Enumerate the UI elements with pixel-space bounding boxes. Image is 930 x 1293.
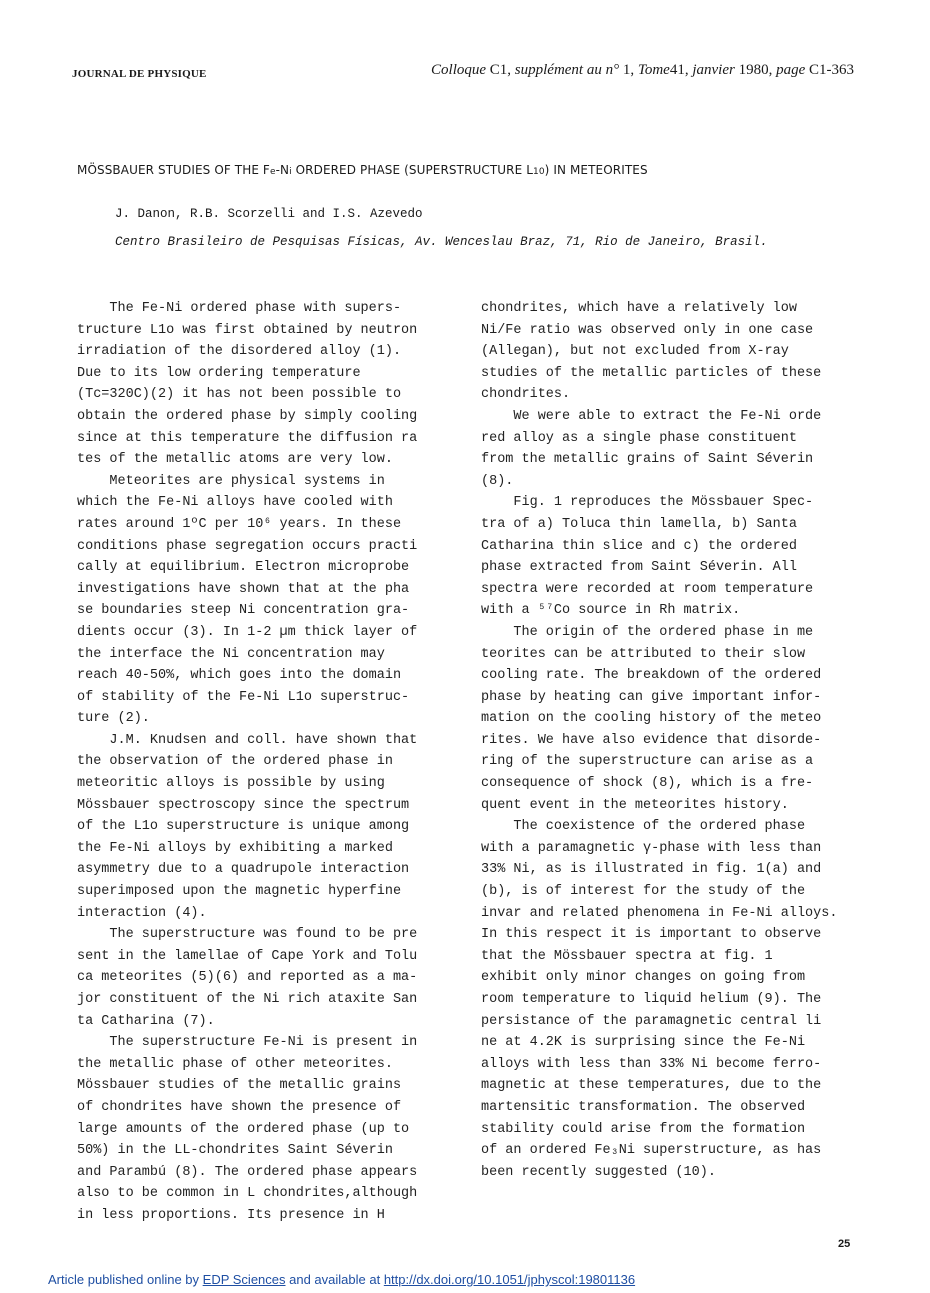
text-line: Catharina thin slice and c) the ordered <box>481 538 797 554</box>
text-line: (Tc=320C)(2) it has not been possible to <box>77 387 402 403</box>
text-line: cooling rate. The breakdown of the ordered <box>481 668 822 684</box>
text-line: investigations have shown that at the pha <box>77 581 410 597</box>
footer-notice <box>48 1272 635 1287</box>
text-line: of an ordered Fe₃Ni superstructure, as has <box>481 1143 822 1159</box>
footer-prefix: Article published online by <box>48 1272 203 1287</box>
text-line: The superstructure was found to be pre <box>77 927 418 943</box>
text-line: meteoritic alloys is possible by using <box>77 776 385 792</box>
text-line: (Allegan), but not excluded from X-ray <box>481 344 789 360</box>
text-line: The superstructure Fe-Ni is present in <box>77 1035 418 1051</box>
tome-number: 41, <box>669 62 689 78</box>
text-line: of stability of the Fe-Ni L1o superstruc- <box>77 689 410 705</box>
text-line: chondrites, which have a relatively low <box>481 301 797 316</box>
text-line: in less proportions. Its presence in H <box>77 1207 385 1223</box>
text-line: that the Mössbauer spectra at fig. 1 <box>481 948 773 964</box>
text-line: which the Fe-Ni alloys have cooled with <box>77 495 393 511</box>
text-line: persistance of the paramagnetic central li <box>481 1013 822 1029</box>
doi-link[interactable]: http://dx.doi.org/10.1051/jphyscol:19801136 <box>383 1272 636 1287</box>
text-line: We were able to extract the Fe-Ni orde <box>481 408 822 424</box>
text-line: irradiation of the disordered alloy (1). <box>77 344 402 360</box>
text-line: been recently suggested (10). <box>481 1164 716 1180</box>
text-line: superimposed upon the magnetic hyperfine <box>77 884 402 900</box>
text-line: ne at 4.2K is surprising since the Fe-Ni <box>481 1035 806 1051</box>
text-line: (8). <box>481 473 514 489</box>
title-part-1: MÖSSBAUER STUDIES OF THE F <box>77 163 270 177</box>
affiliation: Centro Brasileiro de Pesquisas Físicas, Av. Wenceslau Braz, 71, Rio de Janeiro, Brasil. <box>115 235 768 249</box>
text-line: stability could arise from the formation <box>481 1121 806 1137</box>
text-line: consequence of shock (8), which is a fre- <box>481 776 814 792</box>
text-line: 50%) in the LL-chondrites Saint Séverin <box>77 1143 393 1159</box>
title-part-4: ) IN METEORITES <box>544 163 648 177</box>
colloque-citation <box>431 62 854 79</box>
page-number: 25 <box>838 1238 851 1250</box>
footer-middle: and available at <box>285 1272 384 1287</box>
text-line: the Fe-Ni alloys by exhibiting a marked <box>77 840 393 856</box>
title-sub-e: e <box>269 167 276 177</box>
title-part-2: -N <box>275 163 290 177</box>
left-column <box>77 298 472 1227</box>
issue-month: janvier <box>692 62 735 78</box>
text-line: quent event in the meteorites history. <box>481 797 789 813</box>
text-line: spectra were recorded at room temperature <box>481 581 814 597</box>
text-line: Due to its low ordering temperature <box>77 365 361 381</box>
text-line: J.M. Knudsen and coll. have shown that <box>77 732 418 748</box>
text-line: of chondrites have shown the presence of <box>77 1099 402 1115</box>
text-line: the metallic phase of other meteorites. <box>77 1056 393 1072</box>
issue-year: 1980, <box>738 62 773 78</box>
text-line: The coexistence of the ordered phase <box>481 819 806 835</box>
text-line: chondrites. <box>481 387 571 403</box>
text-line: Fig. 1 reproduces the Mössbauer Spec- <box>481 495 814 511</box>
text-line: since at this temperature the diffusion ra <box>77 430 418 446</box>
text-line: ring of the superstructure can arise as a <box>481 754 814 770</box>
journal-name: JOURNAL DE PHYSIQUE <box>72 68 207 80</box>
text-line: the observation of the ordered phase in <box>77 754 393 770</box>
text-line: teorites can be attributed to their slow <box>481 646 806 662</box>
text-line: rites. We have also evidence that disorde- <box>481 732 822 748</box>
text-line: from the metallic grains of Saint Séverin <box>481 452 814 468</box>
text-line: obtain the ordered phase by simply cooling <box>77 408 418 424</box>
text-line: ca meteorites (5)(6) and reported as a ma- <box>77 970 418 986</box>
text-line: exhibit only minor changes on going from <box>481 970 806 986</box>
title-sub-10: 10 <box>533 167 545 177</box>
text-line: asymmetry due to a quadrupole interaction <box>77 862 410 878</box>
text-line: with a ⁵⁷Co source in Rh matrix. <box>481 603 741 619</box>
text-line: sent in the lamellae of Cape York and Tolu <box>77 948 418 964</box>
text-line: with a paramagnetic γ-phase with less than <box>481 840 822 856</box>
text-line: of the L1o superstructure is unique among <box>77 819 410 835</box>
text-line: invar and related phenomena in Fe-Ni alloys. <box>481 905 838 921</box>
text-line: alloys with less than 33% Ni become ferro- <box>481 1056 822 1072</box>
text-line: interaction (4). <box>77 905 207 921</box>
right-column <box>481 298 876 1183</box>
text-line: Mössbauer studies of the metallic grains <box>77 1078 402 1094</box>
text-line: phase extracted from Saint Séverin. All <box>481 560 797 576</box>
text-line: In this respect it is important to observe <box>481 927 822 943</box>
text-line: reach 40-50%, which goes into the domain <box>77 668 402 684</box>
text-line: magnetic at these temperatures, due to the <box>481 1078 822 1094</box>
text-line: mation on the cooling history of the meteo <box>481 711 822 727</box>
text-line: red alloy as a single phase constituent <box>481 430 797 446</box>
title-part-3: ORDERED PHASE (SUPERSTRUCTURE L <box>291 163 533 177</box>
colloque-code: C1, <box>489 62 512 78</box>
colloque-prefix: Colloque <box>431 62 487 78</box>
text-line: ture (2). <box>77 711 150 727</box>
page-reference: C1-363 <box>809 62 854 78</box>
text-line: (b), is of interest for the study of the <box>481 884 806 900</box>
text-line: Meteorites are physical systems in <box>77 473 385 489</box>
text-line: studies of the metallic particles of these <box>481 365 822 381</box>
supplement-number: 1, <box>622 62 635 78</box>
text-line: 33% Ni, as is illustrated in fig. 1(a) and <box>481 862 822 878</box>
article-title <box>77 163 648 177</box>
text-line: martensitic transformation. The observed <box>481 1099 806 1115</box>
text-line: rates around 1ºC per 10⁶ years. In these <box>77 516 402 532</box>
text-line: se boundaries steep Ni concentration gra- <box>77 603 410 619</box>
text-line: tra of a) Toluca thin lamella, b) Santa <box>481 516 797 532</box>
text-line: the interface the Ni concentration may <box>77 646 385 662</box>
text-line: Mössbauer spectroscopy since the spectrum <box>77 797 410 813</box>
text-line: also to be common in L chondrites,although <box>77 1186 418 1202</box>
text-line: and Parambú (8). The ordered phase appears <box>77 1164 418 1180</box>
text-line: cally at equilibrium. Electron microprobe <box>77 560 410 576</box>
authors: J. Danon, R.B. Scorzelli and I.S. Azevedo <box>115 207 423 221</box>
text-line: dients occur (3). In 1-2 µm thick layer of <box>77 624 418 640</box>
text-line: tes of the metallic atoms are very low. <box>77 452 393 468</box>
text-line: jor constituent of the Ni rich ataxite San <box>77 992 418 1007</box>
tome-label: Tome <box>637 62 670 78</box>
page-label: page <box>776 62 806 78</box>
text-line: phase by heating can give important infor- <box>481 689 822 705</box>
text-line: conditions phase segregation occurs practi <box>77 538 418 554</box>
text-line: Ni/Fe ratio was observed only in one case <box>481 322 814 338</box>
text-line: tructure L1o was first obtained by neutron <box>77 322 418 338</box>
publisher-link[interactable]: EDP Sciences <box>202 1272 286 1287</box>
text-line: The Fe-Ni ordered phase with supers- <box>77 301 402 316</box>
text-line: large amounts of the ordered phase (up to <box>77 1121 410 1137</box>
text-line: ta Catharina (7). <box>77 1013 215 1029</box>
title-sub-i: i <box>289 167 292 177</box>
text-line: room temperature to liquid helium (9). The <box>481 992 822 1007</box>
text-line: The origin of the ordered phase in me <box>481 624 814 640</box>
supplement-label: supplément au n° <box>514 62 620 78</box>
